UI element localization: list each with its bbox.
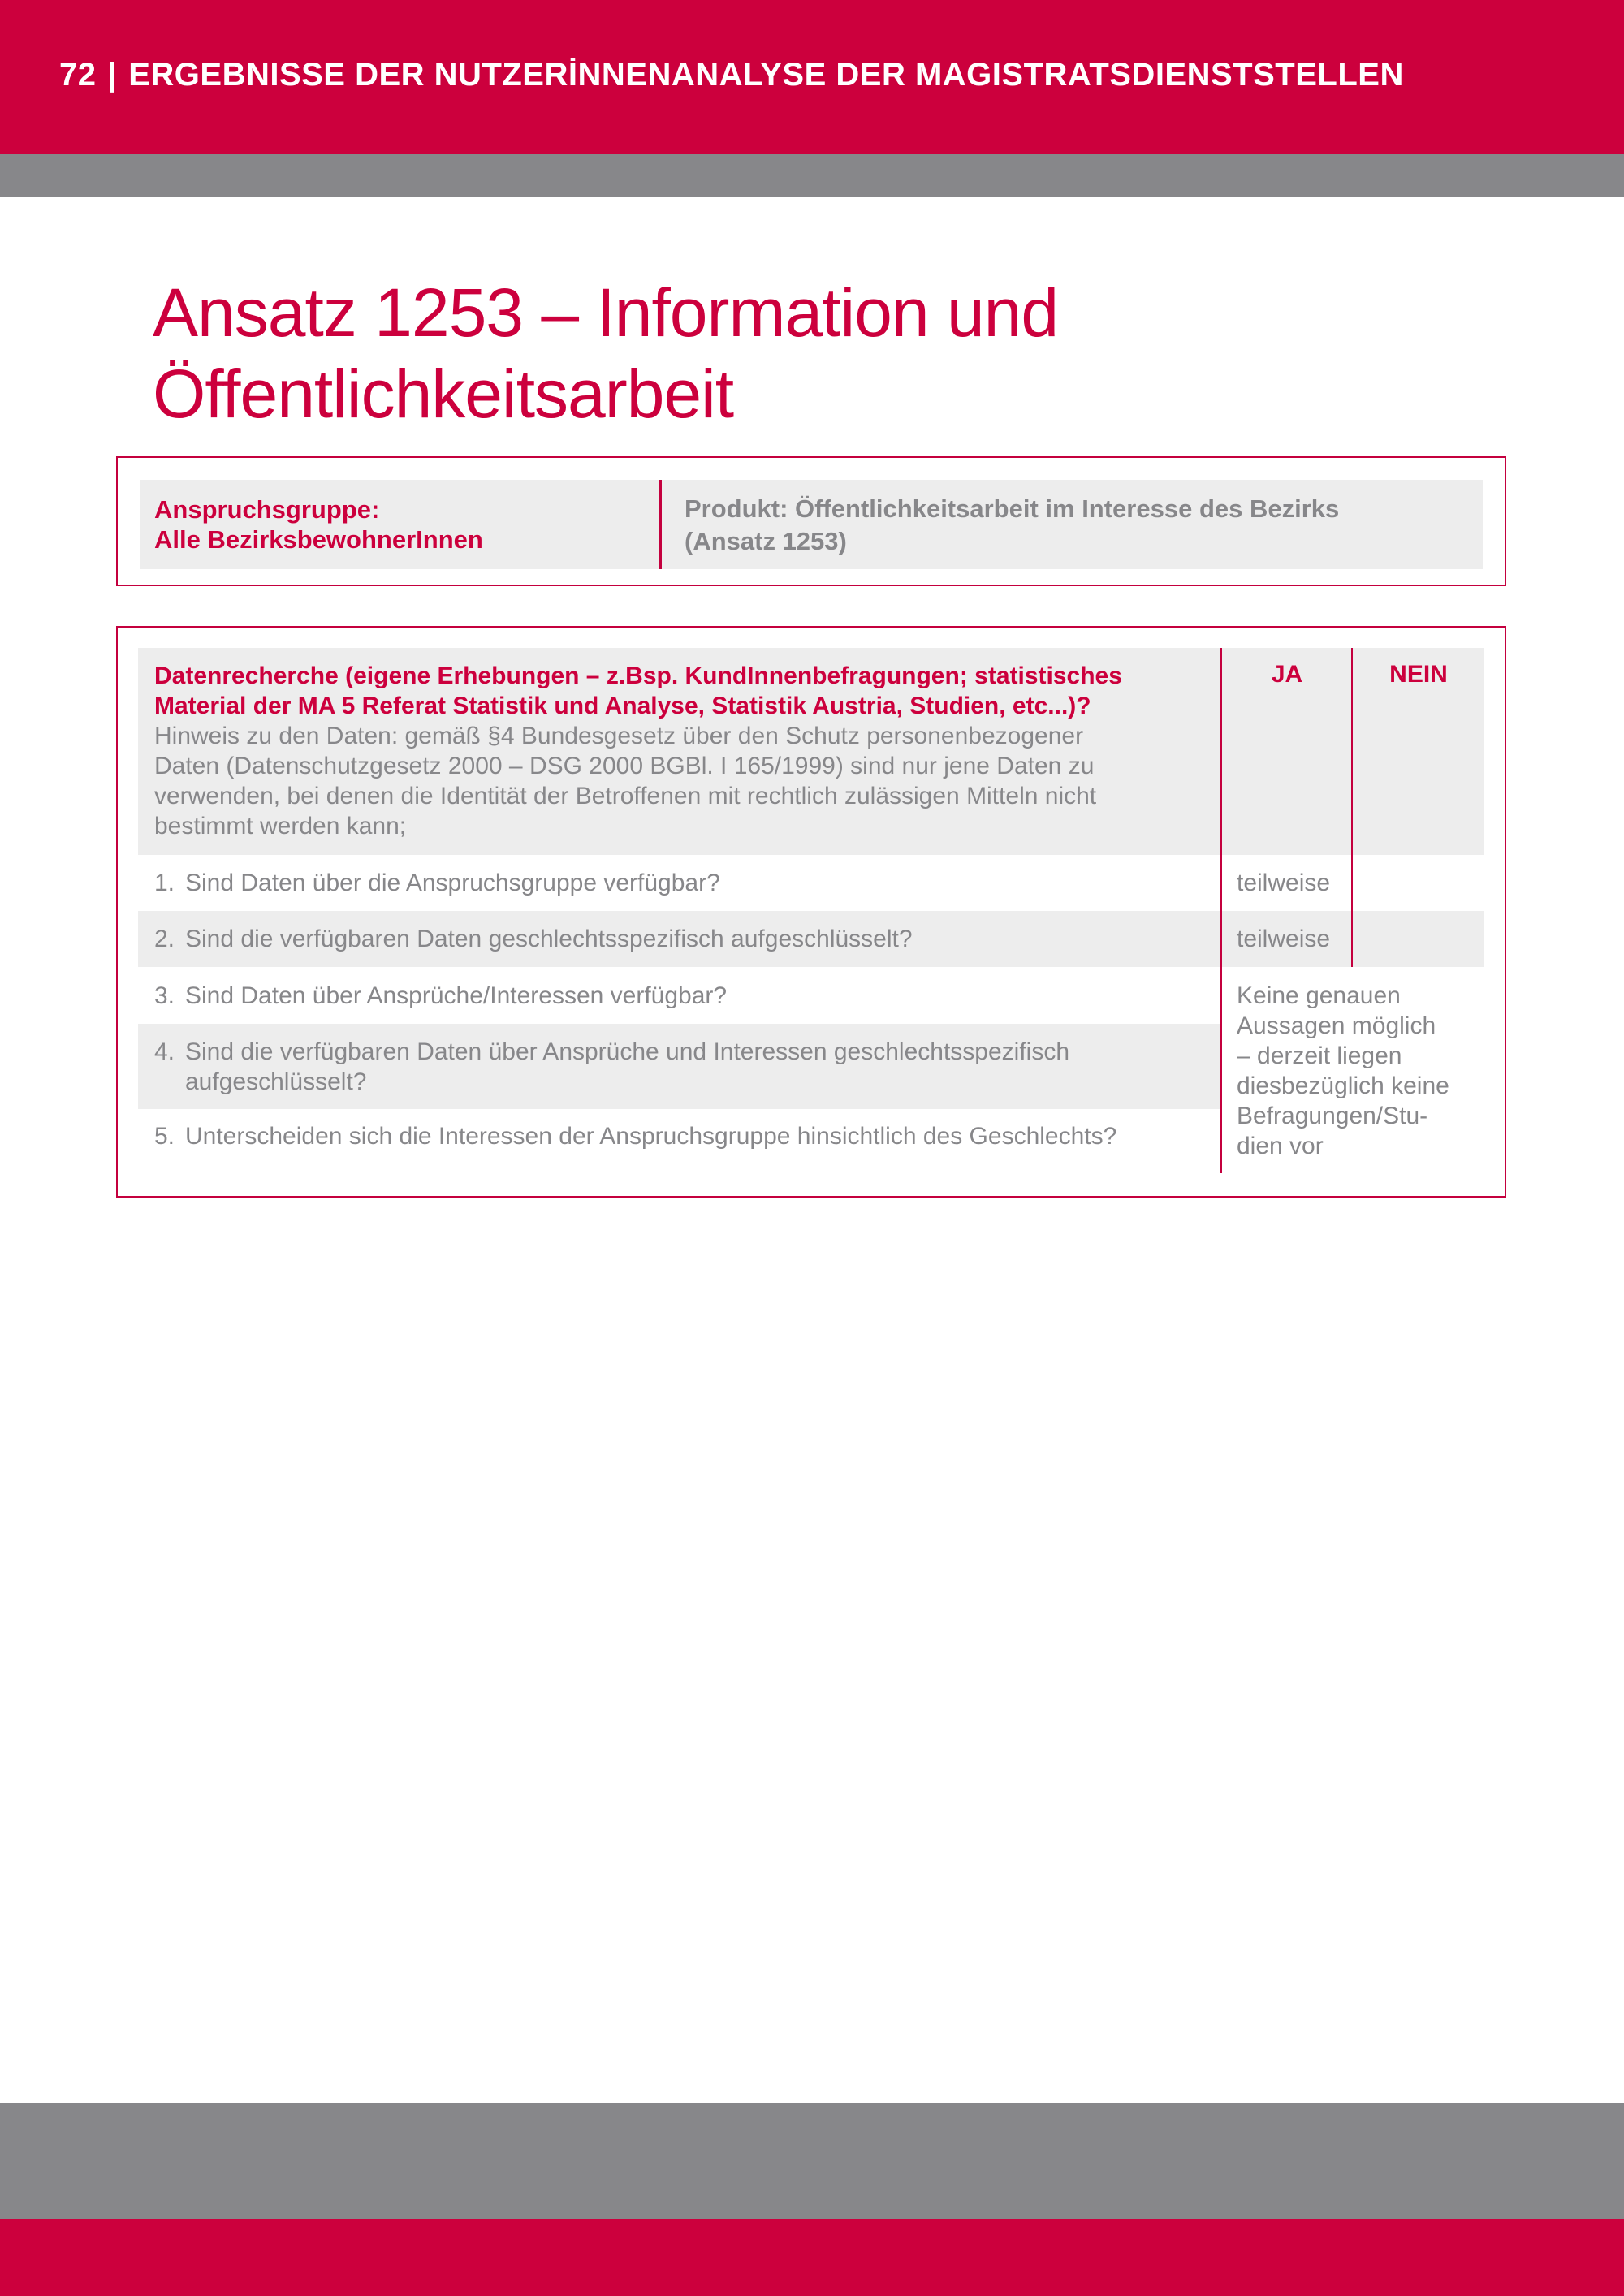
combined-answer-line: dien vor bbox=[1237, 1133, 1324, 1159]
table-heading-line-2: Material der MA 5 Referat Statistik und Analyse, Statistik Austria, Studien, etc...)? bbox=[154, 693, 1091, 719]
question-cell bbox=[138, 1024, 1221, 1109]
table-heading-line-1: Datenrecherche (eigene Erhebungen – z.Bsp. KundInnenbefragungen; statistisches bbox=[154, 662, 1122, 689]
footer-bar bbox=[0, 2219, 1624, 2296]
column-header-nein: NEIN bbox=[1353, 648, 1484, 855]
table-note-line-4: bestimmt werden kann; bbox=[154, 813, 407, 839]
column-divider-ja-nein bbox=[1351, 648, 1353, 967]
table-note-line-3: verwenden, bei denen die Identität der Betroffenen mit rechtlich zulässigen Mitteln nicht bbox=[154, 783, 1097, 809]
question-number: 5. bbox=[154, 1123, 175, 1150]
question-text-line-2: aufgeschlüsselt? bbox=[185, 1068, 367, 1095]
table-heading-cell bbox=[138, 648, 1221, 855]
answer-row-1: teilweise bbox=[1237, 870, 1331, 896]
table-note-line-2: Daten (Datenschutzgesetz 2000 – DSG 2000 BGBl. I 165/1999) sind nur jene Daten zu bbox=[154, 753, 1095, 779]
column-header-ja: JA bbox=[1221, 648, 1353, 855]
question-text: Sind Daten über Ansprüche/Interessen verfügbar? bbox=[185, 982, 728, 1009]
table-note-line-1: Hinweis zu den Daten: gemäß §4 Bundesgesetz über den Schutz personenbezogener bbox=[154, 723, 1084, 749]
product-line-2: (Ansatz 1253) bbox=[685, 527, 847, 555]
page-title bbox=[153, 272, 1452, 434]
question-number: 1. bbox=[154, 870, 175, 896]
question-cell bbox=[138, 855, 1221, 911]
page-title-line-1: Ansatz 1253 – Information und bbox=[153, 274, 1059, 351]
product-cell bbox=[662, 480, 1483, 569]
question-cell bbox=[138, 911, 1221, 967]
question-text: Sind Daten über die Anspruchsgruppe verfügbar? bbox=[185, 870, 720, 896]
chapter-title: ERGEBNISSE DER NUTZERİNNENANALYSE DER MAGISTRATSDIENSTSTELLEN bbox=[128, 57, 1404, 93]
header-grey-band bbox=[0, 154, 1624, 197]
answer-row-2: teilweise bbox=[1237, 926, 1331, 952]
question-cell bbox=[138, 1109, 1221, 1174]
footer-grey-band bbox=[0, 2103, 1624, 2219]
header-title bbox=[59, 57, 1404, 93]
combined-answer bbox=[1237, 981, 1449, 1161]
combined-answer-line: Befragungen/Stu- bbox=[1237, 1103, 1428, 1129]
question-text: Unterscheiden sich die Interessen der Anspruchsgruppe hinsichtlich des Geschlechts? bbox=[185, 1123, 1117, 1150]
column-divider-question bbox=[1220, 648, 1222, 1173]
combined-answer-line: Aussagen möglich bbox=[1237, 1012, 1436, 1039]
question-cell bbox=[138, 967, 1221, 1024]
question-number: 2. bbox=[154, 926, 175, 952]
target-group-box bbox=[116, 456, 1506, 586]
question-text-line-1: Sind die verfügbaren Daten über Ansprüche und Interessen geschlechtsspezifisch bbox=[185, 1038, 1070, 1065]
page-number: 72 bbox=[59, 57, 97, 93]
question-number: 3. bbox=[154, 982, 175, 1009]
question-text: Sind die verfügbaren Daten geschlechtsspezifisch aufgeschlüsselt? bbox=[185, 926, 913, 952]
question-text bbox=[185, 1037, 1200, 1097]
page-title-line-2: Öffentlichkeitsarbeit bbox=[153, 356, 734, 432]
combined-answer-line: diesbezüglich keine bbox=[1237, 1072, 1449, 1099]
question-number: 4. bbox=[154, 1038, 175, 1065]
combined-answer-line: – derzeit liegen bbox=[1237, 1042, 1402, 1069]
header-separator: | bbox=[107, 57, 118, 93]
target-group-label: Anspruchsgruppe: bbox=[154, 495, 380, 524]
combined-answer-line: Keine genauen bbox=[1237, 982, 1401, 1009]
target-group-panel bbox=[140, 480, 1483, 569]
target-group-value: Alle BezirksbewohnerInnen bbox=[154, 525, 483, 554]
target-group-cell bbox=[140, 480, 662, 569]
product-line-1: Produkt: Öffentlichkeitsarbeit im Interesse des Bezirks bbox=[685, 494, 1340, 523]
